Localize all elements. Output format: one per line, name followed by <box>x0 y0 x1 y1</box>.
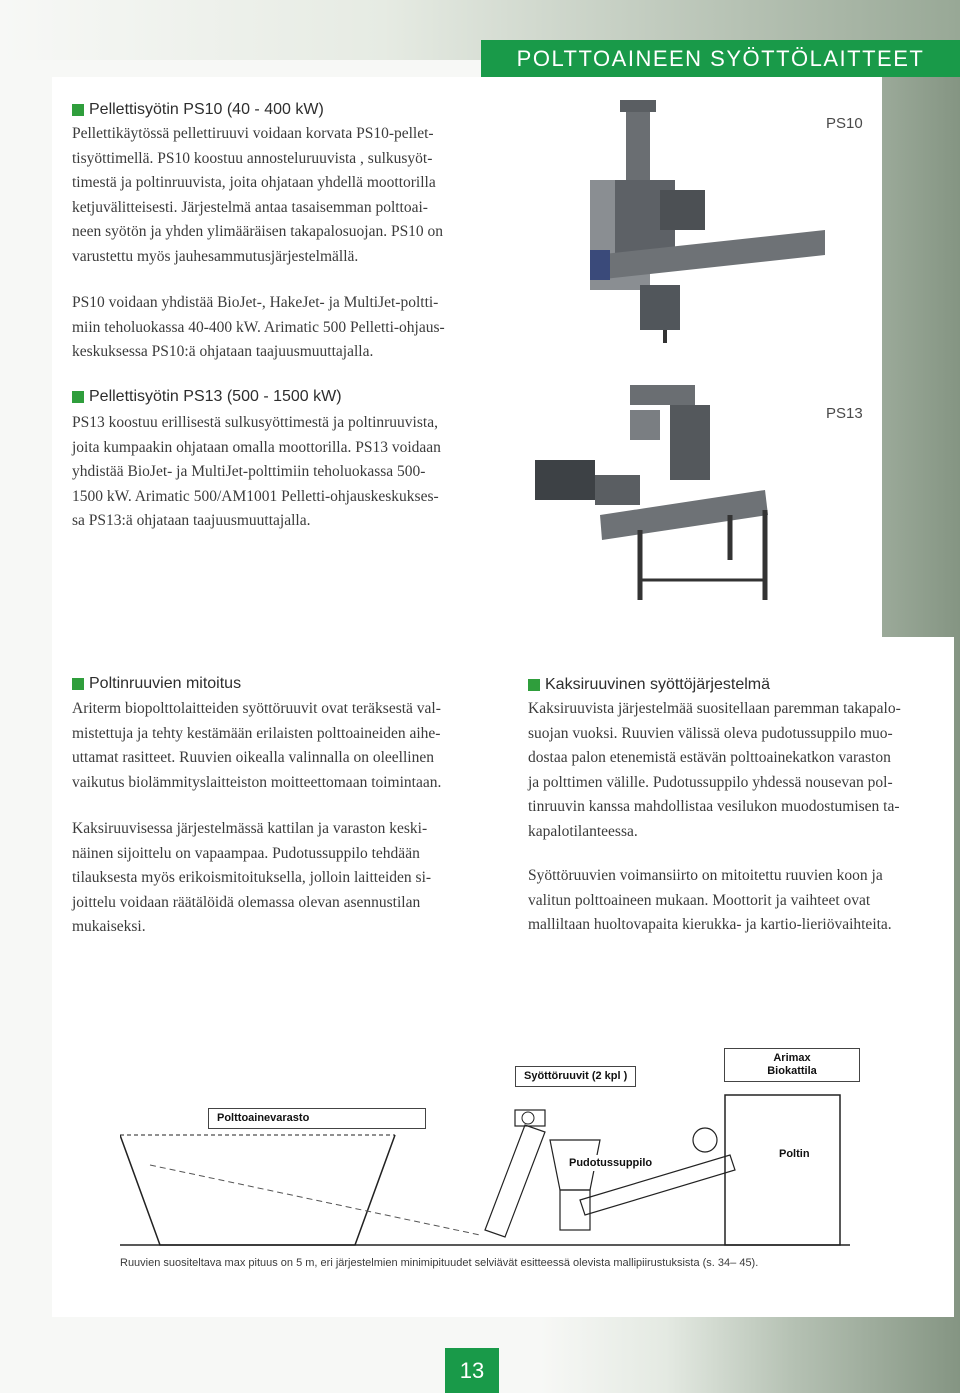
mitoitus-placement: Kaksiruuvisessa järjestelmässä kattilan ja varaston keski- näinen sijoittelu on vapaampaa. Pudotussuppilo tehdään tilauksesta myös erikoismitoituksella, jolloin laitteiden si- joittelu voidaan räätälöidä olemassa olevan asennustilan mukaiseksi. <box>72 820 432 936</box>
diagram-label-screws: Syöttöruuvit (2 kpl ) <box>515 1066 636 1087</box>
kaksiruuvinen-heading: Kaksiruuvinen syöttöjärjestelmä <box>528 676 770 694</box>
ps13-heading: Pellettisyötin PS13 (500 - 1500 kW) <box>72 388 342 406</box>
kaksiruuvinen-drive: Syöttöruuvien voimansiirto on mitoitettu ruuvien koon ja valitun polttoaineen mukaan. Moottorit ja vaihteet ovat malliltaan huoltovapaita kierukka- ja kartio-lieriövaihteita. <box>528 867 892 934</box>
ps10-machine-illustration <box>570 95 830 345</box>
diagram-label-burner: Poltin <box>775 1146 814 1162</box>
diagram-label-boiler: Arimax Biokattila <box>724 1048 860 1082</box>
bullet-square-icon <box>72 391 84 403</box>
diagram-label-hopper: Pudotussuppilo <box>565 1155 656 1171</box>
ps10-heading: Pellettisyötin PS10 (40 - 400 kW) <box>72 101 324 119</box>
section-title-bar <box>481 40 960 77</box>
diagram-caption: Ruuvien suositeltava max pituus on 5 m, eri järjestelmien minimipituudet selviävät esitteessä olevista mallipiirustuksista (s. 34– 45). <box>120 1257 759 1269</box>
mitoitus-heading: Poltinruuvien mitoitus <box>72 675 241 693</box>
ps13-description: PS13 koostuu erillisestä sulkusyöttimestä ja poltinruuvista, joita kumpaakin ohjataan omalla moottorilla. PS13 voidaan yhdistää BioJet- ja MultiJet-polttimiin teholuokassa 500- 1500 kW. Arimatic 500/AM1001 Pelletti-ohjauskeskukses- sa PS13:ä ohjataan taajuusmuuttajalla. <box>72 414 441 530</box>
ps10-description: Pellettikäytössä pellettiruuvi voidaan korvata PS10-pellet- tisyöttimellä. PS10 koostuu annosteluruuvista , sulkusyöt- timestä ja poltinruuvista, joita ohjataan yhdellä moottorilla ketjuvälitteisesti. Järjestelmä antaa tasaisemman polttoai- neen syötön ja yhden ylimääräisen takapalosuojan. PS10 on varustettu myös jauhesammutusjärjestelmällä. <box>72 125 444 265</box>
page-number: 13 <box>445 1348 499 1393</box>
ps13-image-label: PS13 <box>826 405 863 422</box>
ps13-machine-illustration <box>530 380 790 605</box>
diagram-label-storage: Polttoainevarasto <box>208 1108 426 1129</box>
kaksiruuvinen-description: Kaksiruuvista järjestelmää suositellaan paremman takapalo- suojan vuoksi. Ruuvien välissä oleva pudotussuppilo muo- dostaa palon etenemistä estävän polttoainekatkon varaston ja polttimen välille. Pudotussuppilo yhdessä nousevan pol- tinruuvin kanssa mahdollistaa vesilukon muodostumisen ta- kapalotilanteessa. <box>528 700 901 840</box>
mitoitus-description: Ariterm biopolttolaitteiden syöttöruuvit ovat teräksestä val- mistettuja ja tehty kestämään erilaisten polttoaineiden aihe- uttamat rasitteet. Ruuvien oikealla valinnalla on oleellinen vaikutus biolämmityslaitteiston moitteettomaan toimintaan. <box>72 700 442 791</box>
ps10-compatibility: PS10 voidaan yhdistää BioJet-, HakeJet- ja MultiJet-poltti- miin teholuokassa 40-400 kW. Arimatic 500 Pelletti-ohjaus- keskuksessa PS10:ä ohjataan taajuusmuuttajalla. <box>72 294 445 361</box>
section-title: POLTTOAINEEN SYÖTTÖLAITTEET <box>516 45 925 71</box>
ps10-image-label: PS10 <box>826 115 863 132</box>
bullet-square-icon <box>528 679 540 691</box>
bullet-square-icon <box>72 104 84 116</box>
bullet-square-icon <box>72 678 84 690</box>
